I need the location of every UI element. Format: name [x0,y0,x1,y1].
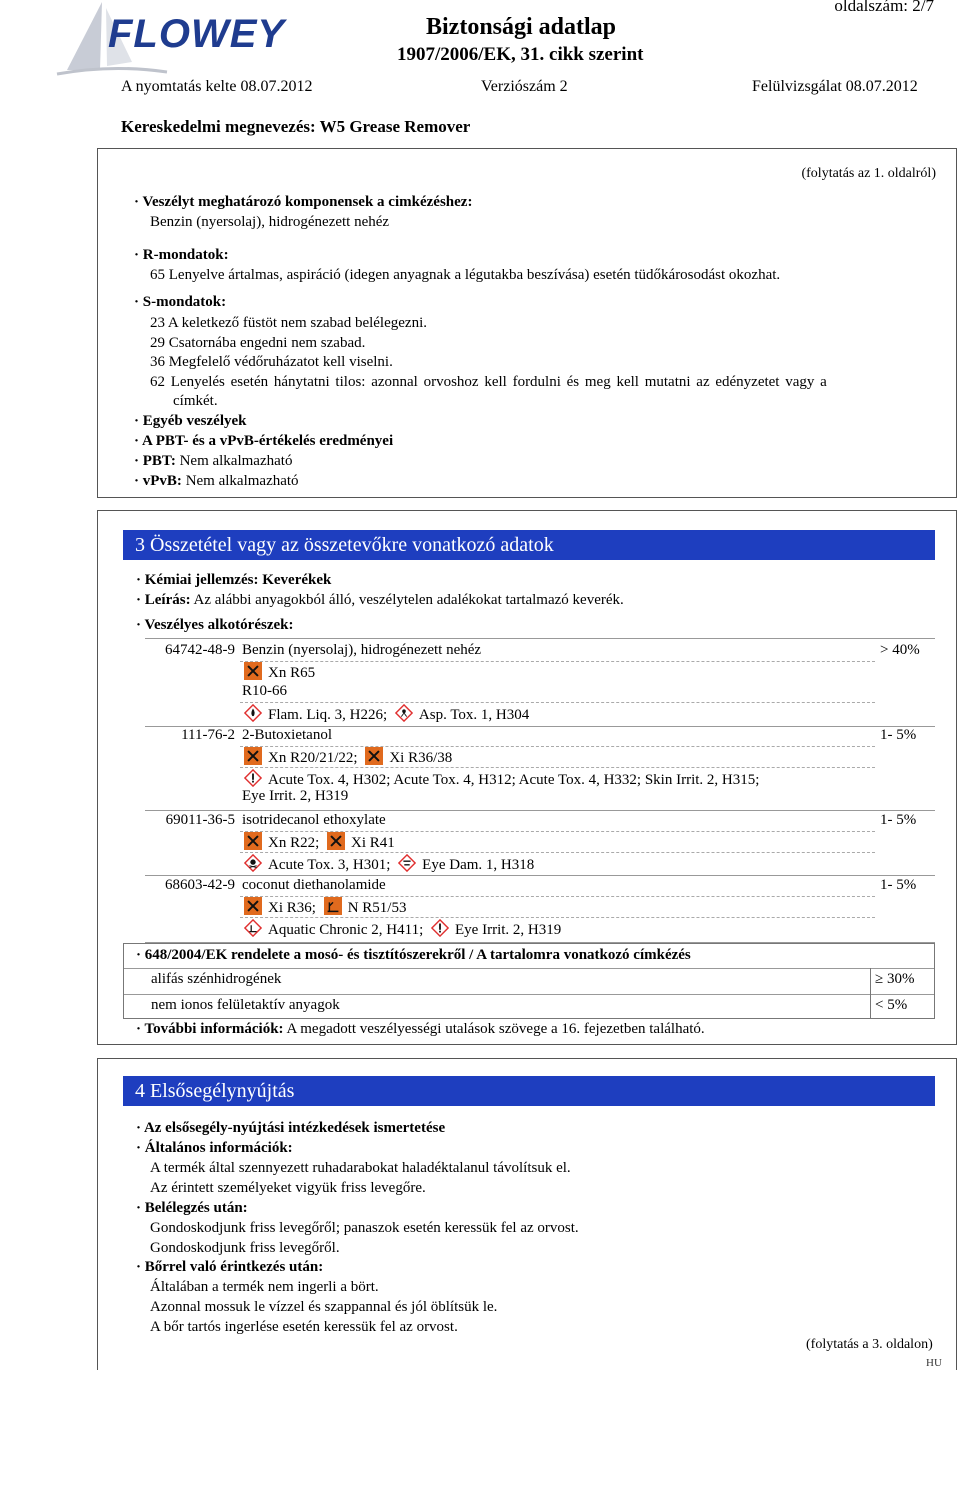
r-phrase: R10-66 [242,683,287,699]
general-line: A termék által szennyezett ruhadarabokat haladéktalanul távolítsuk el. [150,1160,571,1176]
component-percent: 1- 5% [880,877,917,893]
r-label: · R-mondatok: [134,247,229,264]
more-info-row [136,1021,705,1038]
section-2-box [97,148,957,498]
logo-text: FLOWEY [108,12,286,56]
desc-row [136,592,624,609]
regulation-name: alifás szénhidrogének [151,971,282,987]
component-percent: > 40% [880,642,920,658]
r-phrase: N R51/53 [347,900,407,916]
r-phrase: Xi R41 [351,835,395,851]
pbt-value: Nem alkalmazható [179,453,293,469]
desc-label: · Leírás: [136,592,191,608]
trade-name: Kereskedelmi megnevezés: W5 Grease Remover [121,117,471,136]
components-label: · Veszélyt meghatározó komponensek a cimkézéshez: [134,194,472,211]
clp-row [244,769,759,789]
cas-number: 64742-48-9 [165,642,235,658]
component-percent: 1- 5% [880,727,917,743]
r-phrase: Xi R36/38 [389,750,453,766]
s-line: 29 Csatornába engedni nem szabad. [150,335,366,351]
page-number: oldalszám: 2/7 [834,0,934,15]
continued-note: (folytatás az 1. oldalról) [801,166,936,181]
regulation-value: < 5% [875,997,908,1013]
r-phrase-row [244,662,315,682]
component-name: 2-Butoxietanol [242,727,332,743]
pbt-label: · PBT: [134,453,176,469]
r-text: 65 Lenyelve ártalmas, aspiráció (idegen anyagnak a légutakba beszívása) esetén tüdőkárosodást okozhat. [150,267,781,283]
clp-row [244,919,561,939]
clp-text: Eye Dam. 1, H318 [422,857,535,873]
clp-text: Aquatic Chronic 2, H411; [268,922,424,938]
harmful-x-icon [244,747,262,765]
r-phrase-row [244,832,395,852]
pbt-vpvb-title: · A PBT- és a vPvB-értékelés eredményei [134,433,393,450]
environment-icon [244,919,262,937]
regulation-value: ≥ 30% [875,971,915,987]
component-name: coconut diethanolamide [242,877,386,893]
document-subtitle: 1907/2006/EK, 31. cikk szerint [397,44,644,65]
print-date: A nyomtatás kelte 08.07.2012 [121,78,313,95]
inhalation-label: · Belélegzés után: [136,1200,248,1217]
component-percent: 1- 5% [880,812,917,828]
skin-line: Általában a termék nem ingerli a bört. [150,1279,379,1295]
clp-text: Acute Tox. 3, H301; [268,857,391,873]
continued-next: (folytatás a 3. oldalon) [806,1337,933,1352]
component-name: isotridecanol ethoxylate [242,812,386,828]
regulation-name: nem ionos felületaktív anyagok [151,997,340,1013]
inhalation-line: Gondoskodjunk friss levegőről; panaszok esetén keressük fel az orvost. [150,1220,579,1236]
flame-icon [244,704,262,722]
s-label: · S-mondatok: [134,294,226,311]
vpvb-value: Nem alkalmazható [185,473,299,489]
harmful-x-icon [244,662,262,680]
first-aid-desc-title: · Az elsősegély-nyújtási intézkedések ismertetése [136,1120,445,1137]
clp-row [244,854,534,874]
other-hazards: · Egyéb veszélyek [134,413,247,430]
clp-text: Acute Tox. 4, H302; Acute Tox. 4, H312; Acute Tox. 4, H332; Skin Irrit. 2, H315; [268,772,760,788]
exclamation-icon [431,919,449,937]
s-line: 62 Lenyelés esetén hánytatni tilos: azonnal orvoshoz kell fordulni és meg kell mutatni az edényzetet vagy a [150,374,827,390]
clp-text: Flam. Liq. 3, H226; [268,707,388,723]
more-info-label: · További információk: [136,1021,284,1037]
skin-label: · Bőrrel való érintkezés után: [136,1259,323,1276]
more-info-value: A megadott veszélyességi utalások szövege a 16. fejezetben található. [286,1021,705,1037]
irritant-x-icon [327,832,345,850]
document-title: Biztonsági adatlap [426,14,617,40]
environment-hazard-icon [324,897,342,915]
section-3-title: 3 Összetétel vagy az összetevőkre vonatkozó adatok [123,530,935,560]
exclamation-icon [244,769,262,787]
general-line: Az érintett személyeket vigyük friss levegőre. [150,1180,426,1196]
clp-text: Eye Irrit. 2, H319 [242,788,349,804]
clp-text: Asp. Tox. 1, H304 [418,707,530,723]
skin-line: Azonnal mossuk le vízzel és szappannal és jól öblítsük le. [150,1299,498,1315]
desc-value: Az alábbi anyagokból álló, veszélytelen adalékokat tartalmazó keverék. [193,592,624,608]
version: Verziószám 2 [481,78,568,95]
component-name: Benzin (nyersolaj), hidrogénezett nehéz [242,642,482,658]
r-phrase: Xn R22; [268,835,320,851]
irritant-x-icon [244,897,262,915]
r-phrase: Xn R20/21/22; [268,750,358,766]
irritant-x-icon [365,747,383,765]
language-code: HU [926,1357,942,1369]
cas-number: 111-76-2 [181,727,235,743]
skull-icon [244,854,262,872]
inhalation-line: Gondoskodjunk friss levegőről. [150,1240,340,1256]
r-phrase: Xn R65 [268,665,316,681]
clp-row [244,704,529,724]
s-line: 23 A keletkező füstöt nem szabad belélegezni. [150,315,427,331]
general-label: · Általános információk: [136,1140,293,1157]
vpvb-label: · vPvB: [134,473,182,489]
s-line: címkét. [173,393,218,409]
vpvb-row [134,473,299,490]
section-4-title: 4 Elsősegélynyújtás [123,1076,935,1106]
cas-number: 69011-36-5 [165,812,235,828]
chem-label: · Kémiai jellemzés: Keverékek [136,572,331,589]
cas-number: 68603-42-9 [165,877,235,893]
clp-text: Eye Irrit. 2, H319 [455,922,562,938]
skin-line: A bőr tartós ingerlése esetén keressük fel az orvost. [150,1319,458,1335]
harmful-x-icon [244,832,262,850]
corrosion-icon [398,854,416,872]
pbt-row [134,453,292,470]
r-phrase: Xi R36; [268,900,316,916]
health-hazard-icon [395,704,413,722]
r-phrase-row [244,897,406,917]
regulation-title: · 648/2004/EK rendelete a mosó- és tisztítószerekről / A tartalomra vonatkozó címkézés [136,947,691,964]
r-phrase-row [244,747,452,767]
revision-date: Felülvizsgálat 08.07.2012 [752,78,918,95]
components-value: Benzin (nyersolaj), hidrogénezett nehéz [150,214,390,230]
hazardous-label: · Veszélyes alkotórészek: [136,617,293,634]
s-line: 36 Megfelelő védőruházatot kell viselni. [150,354,393,370]
regulation-table [123,943,935,1019]
